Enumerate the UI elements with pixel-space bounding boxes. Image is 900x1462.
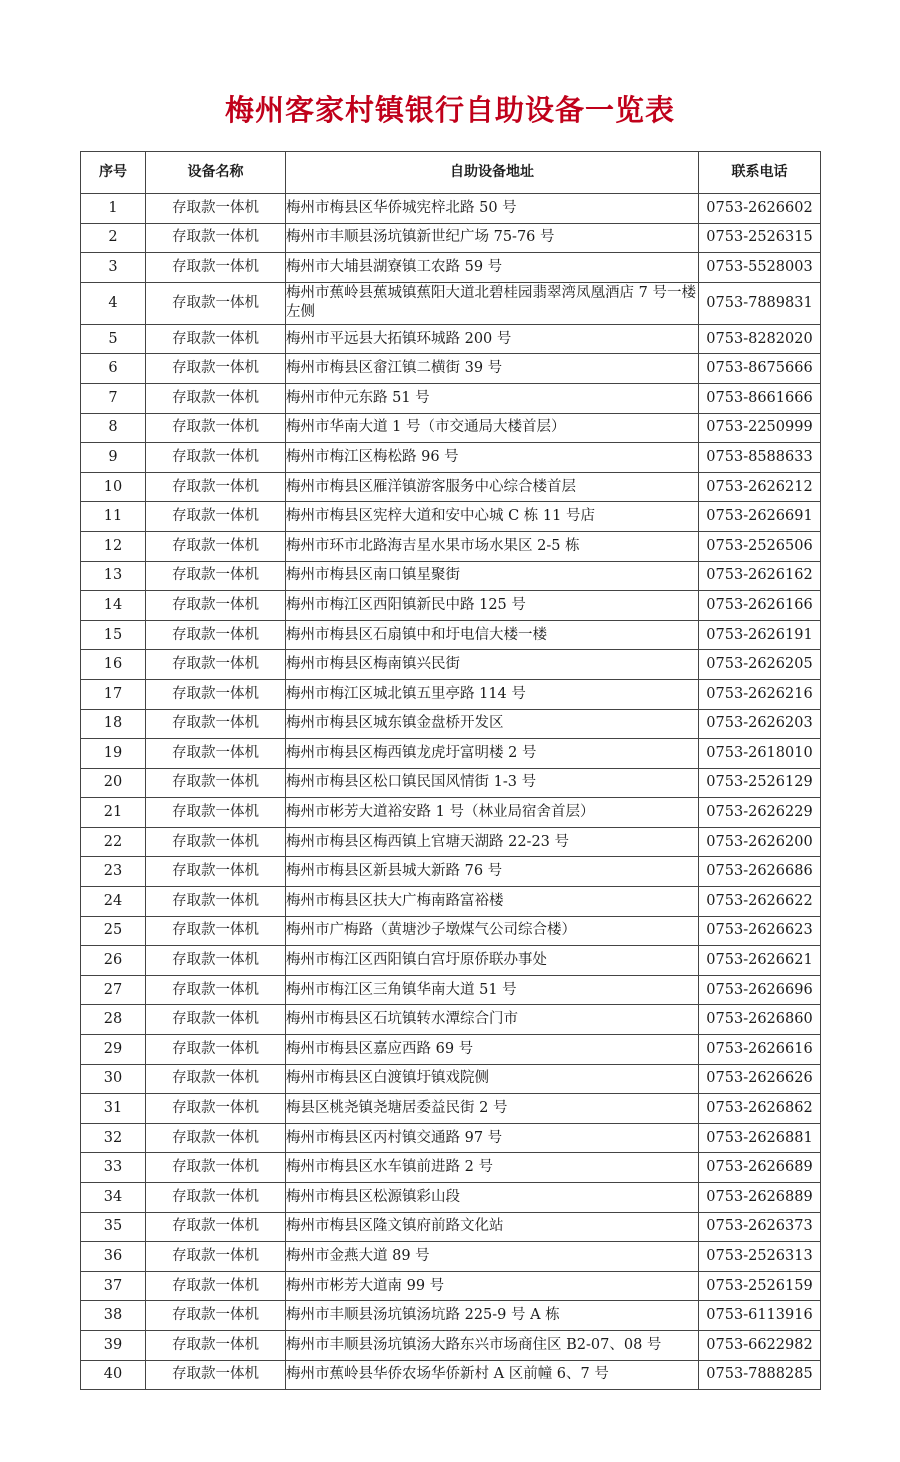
row-phone: 0753-2626602 — [699, 194, 821, 224]
row-index: 36 — [81, 1242, 146, 1272]
row-device-name: 存取款一体机 — [146, 946, 286, 976]
row-address: 梅州市华南大道 1 号（市交通局大楼首层） — [286, 413, 699, 443]
row-index: 33 — [81, 1153, 146, 1183]
row-index: 18 — [81, 709, 146, 739]
row-device-name: 存取款一体机 — [146, 887, 286, 917]
row-device-name: 存取款一体机 — [146, 1064, 286, 1094]
table-row — [81, 857, 821, 887]
row-phone: 0753-2626881 — [699, 1123, 821, 1153]
row-address: 梅州市彬芳大道裕安路 1 号（林业局宿舍首层） — [286, 798, 699, 828]
row-index: 35 — [81, 1212, 146, 1242]
row-index: 32 — [81, 1123, 146, 1153]
row-address: 梅州市梅县区扶大广梅南路富裕楼 — [286, 887, 699, 917]
row-index: 7 — [81, 383, 146, 413]
table-row — [81, 282, 821, 324]
row-address: 梅州市梅江区西阳镇白宫圩原侨联办事处 — [286, 946, 699, 976]
row-address: 梅州市平远县大拓镇环城路 200 号 — [286, 324, 699, 354]
table-row — [81, 1123, 821, 1153]
row-address: 梅州市梅县区宪梓大道和安中心城 C 栋 11 号店 — [286, 502, 699, 532]
row-device-name: 存取款一体机 — [146, 253, 286, 283]
row-device-name: 存取款一体机 — [146, 620, 286, 650]
table-row — [81, 502, 821, 532]
row-device-name: 存取款一体机 — [146, 1183, 286, 1213]
row-index: 25 — [81, 916, 146, 946]
row-device-name: 存取款一体机 — [146, 1301, 286, 1331]
row-phone: 0753-2626162 — [699, 561, 821, 591]
row-index: 28 — [81, 1005, 146, 1035]
table-row — [81, 253, 821, 283]
row-address: 梅州市梅县区松口镇民国风情街 1-3 号 — [286, 768, 699, 798]
row-phone: 0753-2626200 — [699, 827, 821, 857]
row-address: 梅州市丰顺县汤坑镇新世纪广场 75-76 号 — [286, 223, 699, 253]
table-row — [81, 472, 821, 502]
row-phone: 0753-2626229 — [699, 798, 821, 828]
table-row — [81, 679, 821, 709]
row-address: 梅州市梅县区白渡镇圩镇戏院侧 — [286, 1064, 699, 1094]
row-index: 23 — [81, 857, 146, 887]
row-index: 16 — [81, 650, 146, 680]
row-address: 梅州市梅县区石坑镇转水潭综合门市 — [286, 1005, 699, 1035]
row-device-name: 存取款一体机 — [146, 650, 286, 680]
row-device-name: 存取款一体机 — [146, 1360, 286, 1390]
row-phone: 0753-2626616 — [699, 1035, 821, 1065]
row-index: 6 — [81, 354, 146, 384]
row-device-name: 存取款一体机 — [146, 975, 286, 1005]
row-phone: 0753-2526315 — [699, 223, 821, 253]
row-device-name: 存取款一体机 — [146, 709, 286, 739]
row-address: 梅州市梅江区三角镇华南大道 51 号 — [286, 975, 699, 1005]
row-phone: 0753-8661666 — [699, 383, 821, 413]
row-phone: 0753-2626696 — [699, 975, 821, 1005]
row-device-name: 存取款一体机 — [146, 282, 286, 324]
table-row — [81, 650, 821, 680]
table-row — [81, 946, 821, 976]
row-address: 梅州市金燕大道 89 号 — [286, 1242, 699, 1272]
row-index: 17 — [81, 679, 146, 709]
row-phone: 0753-2626626 — [699, 1064, 821, 1094]
row-index: 40 — [81, 1360, 146, 1390]
row-device-name: 存取款一体机 — [146, 531, 286, 561]
table-row — [81, 1360, 821, 1390]
row-index: 8 — [81, 413, 146, 443]
row-device-name: 存取款一体机 — [146, 916, 286, 946]
row-index: 12 — [81, 531, 146, 561]
row-index: 20 — [81, 768, 146, 798]
row-phone: 0753-2626686 — [699, 857, 821, 887]
row-phone: 0753-2626166 — [699, 591, 821, 621]
row-device-name: 存取款一体机 — [146, 857, 286, 887]
row-address: 梅州市梅县区水车镇前进路 2 号 — [286, 1153, 699, 1183]
table-row — [81, 531, 821, 561]
row-device-name: 存取款一体机 — [146, 1153, 286, 1183]
row-address: 梅州市梅江区城北镇五里亭路 114 号 — [286, 679, 699, 709]
row-index: 13 — [81, 561, 146, 591]
row-index: 9 — [81, 443, 146, 473]
row-address: 梅州市梅县区新县城大新路 76 号 — [286, 857, 699, 887]
row-device-name: 存取款一体机 — [146, 1005, 286, 1035]
row-device-name: 存取款一体机 — [146, 1330, 286, 1360]
row-device-name: 存取款一体机 — [146, 1271, 286, 1301]
row-phone: 0753-2626889 — [699, 1183, 821, 1213]
table-row — [81, 1094, 821, 1124]
row-device-name: 存取款一体机 — [146, 223, 286, 253]
row-index: 3 — [81, 253, 146, 283]
row-phone: 0753-8588633 — [699, 443, 821, 473]
table-row — [81, 1242, 821, 1272]
row-phone: 0753-2526129 — [699, 768, 821, 798]
row-phone: 0753-2626203 — [699, 709, 821, 739]
page-title: 梅州客家村镇银行自助设备一览表 — [224, 93, 675, 127]
row-phone: 0753-6113916 — [699, 1301, 821, 1331]
row-phone: 0753-2618010 — [699, 739, 821, 769]
row-device-name: 存取款一体机 — [146, 739, 286, 769]
row-device-name: 存取款一体机 — [146, 502, 286, 532]
row-address: 梅州市梅县区畲江镇二横街 39 号 — [286, 354, 699, 384]
table-row — [81, 1005, 821, 1035]
row-phone: 0753-5528003 — [699, 253, 821, 283]
row-device-name: 存取款一体机 — [146, 1123, 286, 1153]
table-row — [81, 1212, 821, 1242]
row-address: 梅州市梅县区梅西镇龙虎圩富明楼 2 号 — [286, 739, 699, 769]
row-index: 26 — [81, 946, 146, 976]
table-row — [81, 1035, 821, 1065]
row-address: 梅州市蕉岭县蕉城镇蕉阳大道北碧桂园翡翠湾凤凰酒店 7 号一楼左侧 — [286, 282, 699, 324]
row-phone: 0753-2626623 — [699, 916, 821, 946]
table-row — [81, 1064, 821, 1094]
atm-table — [80, 151, 821, 1390]
row-address: 梅州市蕉岭县华侨农场华侨新村 A 区前幢 6、7 号 — [286, 1360, 699, 1390]
row-phone: 0753-6622982 — [699, 1330, 821, 1360]
row-address: 梅州市丰顺县汤坑镇汤大路东兴市场商住区 B2-07、08 号 — [286, 1330, 699, 1360]
row-address: 梅州市广梅路（黄塘沙子墩煤气公司综合楼） — [286, 916, 699, 946]
row-phone: 0753-8282020 — [699, 324, 821, 354]
row-address: 梅州市梅县区嘉应西路 69 号 — [286, 1035, 699, 1065]
row-index: 34 — [81, 1183, 146, 1213]
row-address: 梅州市梅县区隆文镇府前路文化站 — [286, 1212, 699, 1242]
row-address: 梅州市梅县区华侨城宪梓北路 50 号 — [286, 194, 699, 224]
table-row — [81, 1183, 821, 1213]
row-device-name: 存取款一体机 — [146, 383, 286, 413]
table-row — [81, 1330, 821, 1360]
row-device-name: 存取款一体机 — [146, 472, 286, 502]
row-index: 30 — [81, 1064, 146, 1094]
row-index: 22 — [81, 827, 146, 857]
row-index: 21 — [81, 798, 146, 828]
row-address: 梅州市梅江区西阳镇新民中路 125 号 — [286, 591, 699, 621]
row-address: 梅州市梅县区南口镇星聚街 — [286, 561, 699, 591]
table-row — [81, 709, 821, 739]
row-address: 梅州市梅县区梅南镇兴民街 — [286, 650, 699, 680]
table-row — [81, 561, 821, 591]
table-row — [81, 1301, 821, 1331]
table-row — [81, 768, 821, 798]
row-phone: 0753-2526506 — [699, 531, 821, 561]
row-device-name: 存取款一体机 — [146, 324, 286, 354]
row-device-name: 存取款一体机 — [146, 1035, 286, 1065]
row-index: 37 — [81, 1271, 146, 1301]
row-index: 11 — [81, 502, 146, 532]
table-row — [81, 887, 821, 917]
table-row — [81, 620, 821, 650]
row-address: 梅州市梅县区松源镇彩山段 — [286, 1183, 699, 1213]
table-row — [81, 975, 821, 1005]
table-row — [81, 591, 821, 621]
row-device-name: 存取款一体机 — [146, 768, 286, 798]
row-address: 梅州市彬芳大道南 99 号 — [286, 1271, 699, 1301]
row-device-name: 存取款一体机 — [146, 561, 286, 591]
table-row — [81, 798, 821, 828]
row-phone: 0753-7889831 — [699, 282, 821, 324]
row-phone: 0753-8675666 — [699, 354, 821, 384]
table-row — [81, 1153, 821, 1183]
row-address: 梅州市大埔县湖寮镇工农路 59 号 — [286, 253, 699, 283]
row-phone: 0753-2626622 — [699, 887, 821, 917]
row-address: 梅州市环市北路海吉星水果市场水果区 2-5 栋 — [286, 531, 699, 561]
row-index: 39 — [81, 1330, 146, 1360]
row-device-name: 存取款一体机 — [146, 194, 286, 224]
row-phone: 0753-2626689 — [699, 1153, 821, 1183]
row-address: 梅州市梅江区梅松路 96 号 — [286, 443, 699, 473]
row-index: 27 — [81, 975, 146, 1005]
header-index: 序号 — [81, 152, 146, 194]
table-row — [81, 827, 821, 857]
row-address: 梅州市梅县区雁洋镇游客服务中心综合楼首层 — [286, 472, 699, 502]
header-phone: 联系电话 — [699, 152, 821, 194]
row-device-name: 存取款一体机 — [146, 1094, 286, 1124]
row-device-name: 存取款一体机 — [146, 798, 286, 828]
row-phone: 0753-2626216 — [699, 679, 821, 709]
row-phone: 0753-2526159 — [699, 1271, 821, 1301]
row-device-name: 存取款一体机 — [146, 591, 286, 621]
table-row — [81, 413, 821, 443]
row-device-name: 存取款一体机 — [146, 443, 286, 473]
table-row — [81, 1271, 821, 1301]
row-phone: 0753-7888285 — [699, 1360, 821, 1390]
row-device-name: 存取款一体机 — [146, 827, 286, 857]
header-row — [81, 152, 821, 194]
row-index: 5 — [81, 324, 146, 354]
row-address: 梅州市梅县区石扇镇中和圩电信大楼一楼 — [286, 620, 699, 650]
row-phone: 0753-2626860 — [699, 1005, 821, 1035]
row-index: 2 — [81, 223, 146, 253]
header-device-name: 设备名称 — [146, 152, 286, 194]
row-address: 梅县区桃尧镇尧塘居委益民街 2 号 — [286, 1094, 699, 1124]
row-device-name: 存取款一体机 — [146, 1242, 286, 1272]
row-index: 19 — [81, 739, 146, 769]
table-row — [81, 324, 821, 354]
table-row — [81, 739, 821, 769]
row-phone: 0753-2250999 — [699, 413, 821, 443]
row-index: 10 — [81, 472, 146, 502]
row-index: 1 — [81, 194, 146, 224]
row-index: 31 — [81, 1094, 146, 1124]
row-device-name: 存取款一体机 — [146, 679, 286, 709]
row-index: 4 — [81, 282, 146, 324]
row-address: 梅州市仲元东路 51 号 — [286, 383, 699, 413]
row-phone: 0753-2626191 — [699, 620, 821, 650]
row-device-name: 存取款一体机 — [146, 413, 286, 443]
table-row — [81, 223, 821, 253]
row-index: 24 — [81, 887, 146, 917]
table-row — [81, 383, 821, 413]
row-address: 梅州市梅县区丙村镇交通路 97 号 — [286, 1123, 699, 1153]
row-address: 梅州市梅县区城东镇金盘桥开发区 — [286, 709, 699, 739]
row-phone: 0753-2526313 — [699, 1242, 821, 1272]
table-row — [81, 194, 821, 224]
header-address: 自助设备地址 — [286, 152, 699, 194]
row-index: 29 — [81, 1035, 146, 1065]
row-phone: 0753-2626205 — [699, 650, 821, 680]
table-row — [81, 443, 821, 473]
row-index: 38 — [81, 1301, 146, 1331]
row-phone: 0753-2626212 — [699, 472, 821, 502]
row-phone: 0753-2626862 — [699, 1094, 821, 1124]
row-index: 14 — [81, 591, 146, 621]
row-phone: 0753-2626621 — [699, 946, 821, 976]
table-row — [81, 916, 821, 946]
row-address: 梅州市梅县区梅西镇上官塘天湖路 22-23 号 — [286, 827, 699, 857]
row-phone: 0753-2626691 — [699, 502, 821, 532]
row-address: 梅州市丰顺县汤坑镇汤坑路 225-9 号 A 栋 — [286, 1301, 699, 1331]
row-index: 15 — [81, 620, 146, 650]
table-body — [81, 194, 821, 1390]
row-device-name: 存取款一体机 — [146, 1212, 286, 1242]
row-device-name: 存取款一体机 — [146, 354, 286, 384]
row-phone: 0753-2626373 — [699, 1212, 821, 1242]
table-row — [81, 354, 821, 384]
